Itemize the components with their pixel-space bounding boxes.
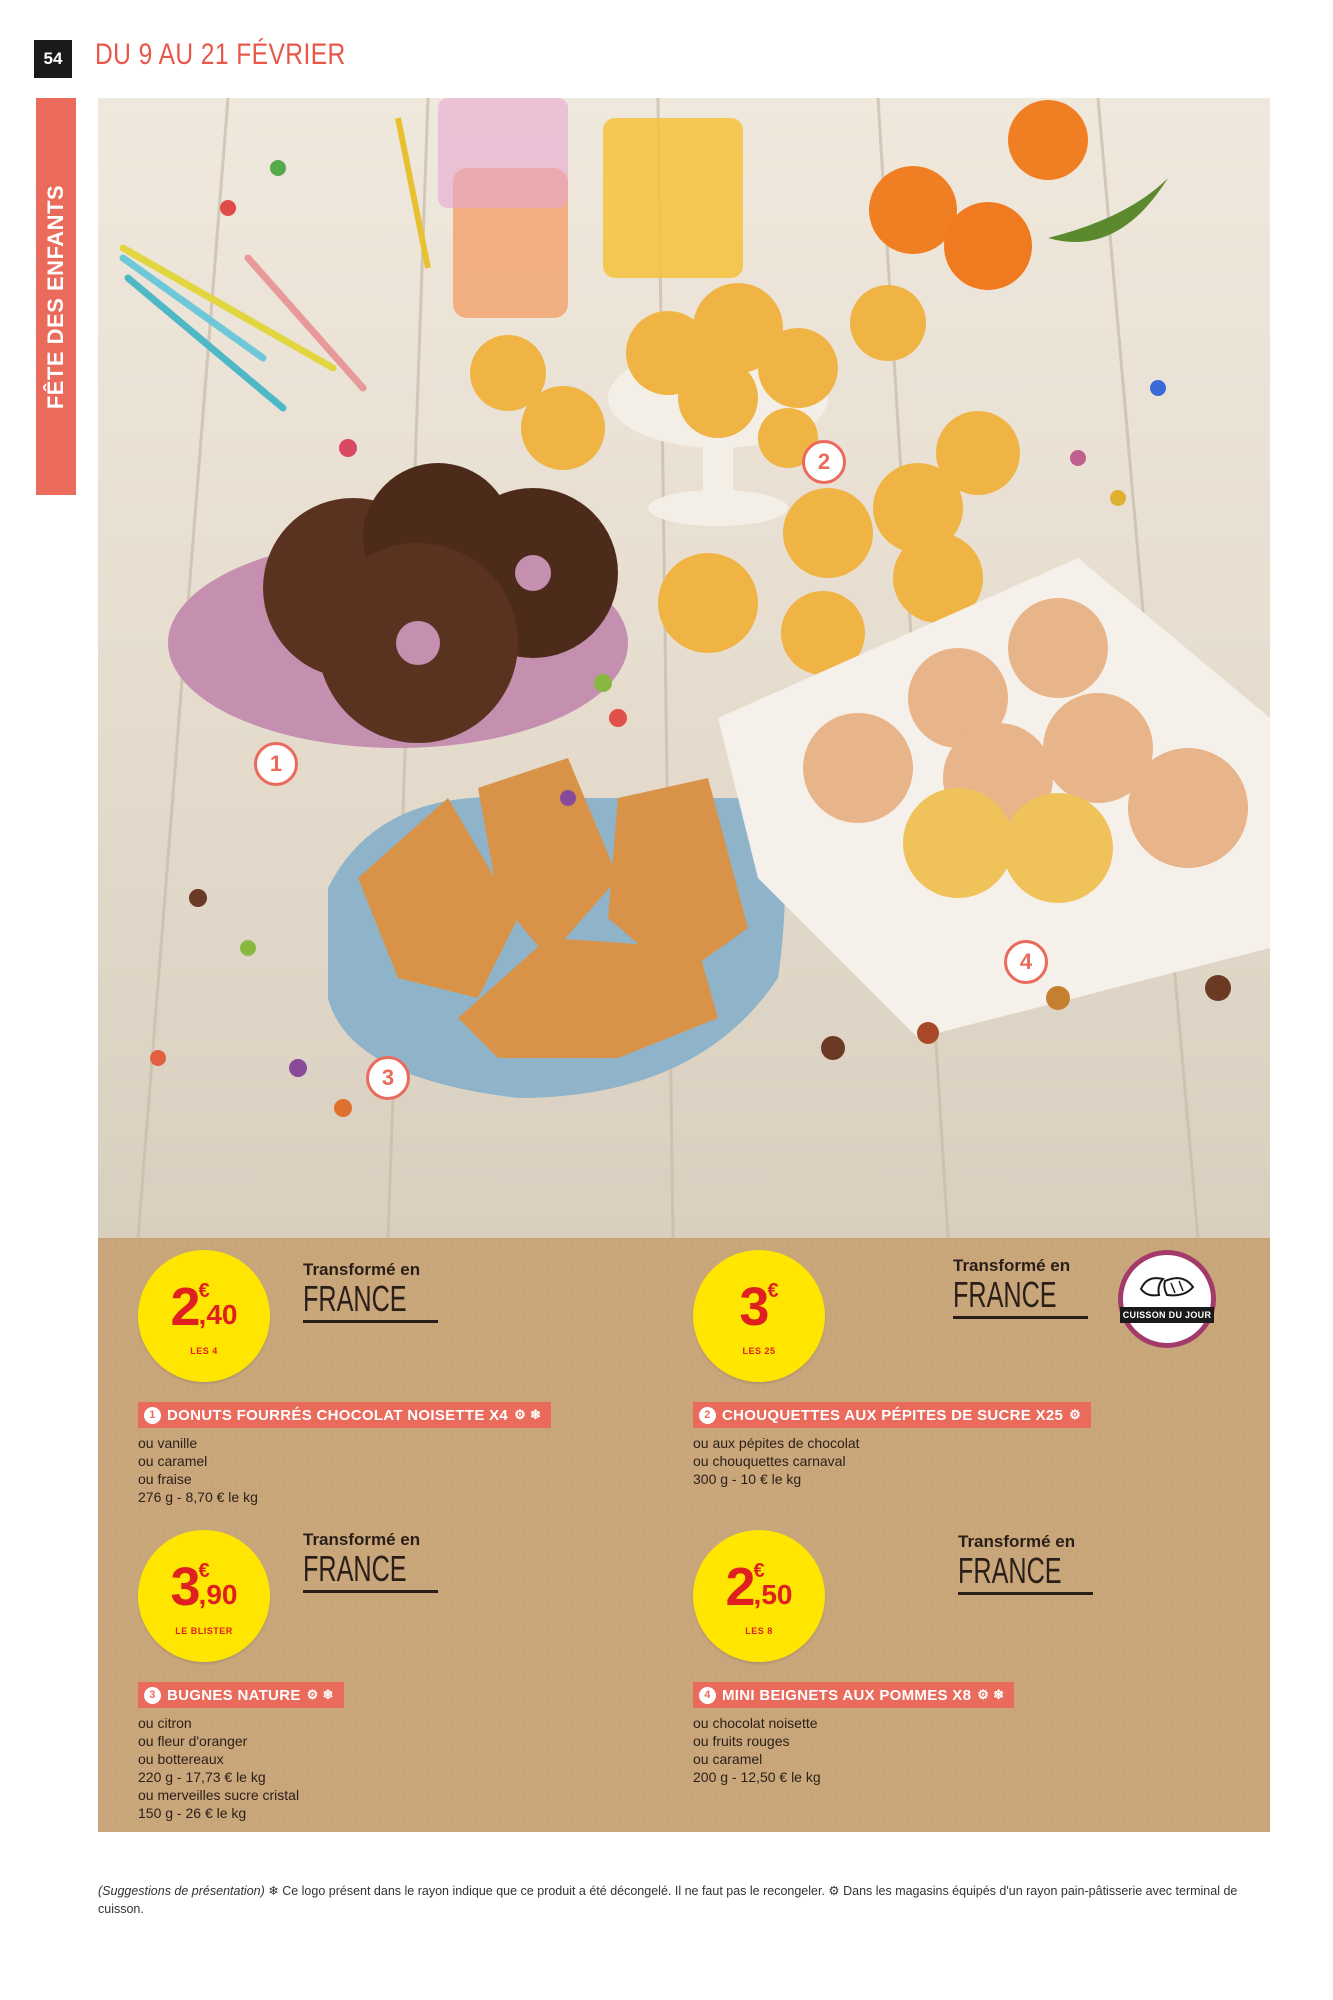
price-unit: LES 8 xyxy=(745,1626,773,1636)
origin-line2: FRANCE xyxy=(953,1274,1057,1315)
variant-line: 200 g - 12,50 € le kg xyxy=(693,1769,821,1785)
price-currency: € xyxy=(198,1280,210,1302)
price-circle xyxy=(693,1530,825,1662)
variant-line: ou caramel xyxy=(693,1751,763,1767)
price-circle xyxy=(138,1250,270,1382)
price-integer: 2 xyxy=(725,1557,754,1617)
product-number: 1 xyxy=(144,1407,161,1424)
variant-line: ou vanille xyxy=(138,1435,198,1451)
photo-illustration xyxy=(98,98,1270,1238)
product-name: CHOUQUETTES AUX PÉPITES DE SUCRE X25 xyxy=(722,1406,1064,1424)
product-number: 4 xyxy=(699,1687,716,1704)
side-tab-label: FÊTE DES ENFANTS xyxy=(43,184,68,409)
variant-line: ou chouquettes carnaval xyxy=(693,1453,846,1469)
origin-label xyxy=(303,1530,438,1593)
product-name-bar xyxy=(693,1682,1014,1708)
variant-line: 276 g - 8,70 € le kg xyxy=(138,1489,258,1505)
variant-line: 220 g - 17,73 € le kg xyxy=(138,1769,266,1785)
product-bugnes xyxy=(98,1518,658,1821)
footnote xyxy=(98,1882,1270,1918)
date-range: DU 9 AU 21 FÉVRIER xyxy=(95,38,346,71)
variant-line: ou aux pépites de chocolat xyxy=(693,1435,860,1451)
cuisson-du-jour-badge xyxy=(1118,1250,1216,1348)
origin-rule xyxy=(303,1320,438,1323)
price-currency: € xyxy=(198,1560,210,1582)
origin-line1: Transformé en xyxy=(303,1260,421,1279)
origin-rule xyxy=(303,1590,438,1593)
footnote-text: ❄ Ce logo présent dans le rayon indique que ce produit a été décongelé. Il ne faut pas le recongeler. ⚙ Dans les magasins équipés d'un rayon pain-pâtisserie avec terminal de cuisson. xyxy=(98,1884,1238,1916)
variant-line: ou citron xyxy=(138,1715,192,1731)
price-cents: ,50 xyxy=(753,1579,793,1610)
variant-line: 300 g - 10 € le kg xyxy=(693,1471,802,1487)
price-unit: LE BLISTER xyxy=(175,1626,233,1636)
product-variants xyxy=(138,1714,299,1822)
variant-line: ou fraise xyxy=(138,1471,192,1487)
origin-line1: Transformé en xyxy=(958,1532,1076,1551)
product-name: BUGNES NATURE xyxy=(167,1686,301,1704)
variant-line: ou merveilles sucre cristal xyxy=(138,1787,300,1803)
origin-rule xyxy=(953,1316,1088,1319)
price-integer: 3 xyxy=(170,1557,199,1617)
price-integer: 2 xyxy=(170,1277,199,1337)
product-variants xyxy=(138,1434,258,1506)
callout-2: 2 xyxy=(802,440,846,484)
price-circle xyxy=(693,1250,825,1382)
variant-line: ou bottereaux xyxy=(138,1751,224,1767)
origin-label xyxy=(953,1256,1088,1319)
origin-line1: Transformé en xyxy=(303,1530,421,1549)
price-currency: € xyxy=(767,1280,779,1302)
product-symbols: ⚙ ❄ xyxy=(977,1687,1005,1702)
origin-line2: FRANCE xyxy=(303,1548,407,1589)
product-name-bar xyxy=(138,1402,551,1428)
origin-rule xyxy=(958,1592,1093,1595)
side-tab xyxy=(36,98,76,495)
variant-line: ou fleur d'oranger xyxy=(138,1733,248,1749)
origin-line2: FRANCE xyxy=(303,1278,407,1319)
product-name-bar xyxy=(138,1682,344,1708)
bread-icon xyxy=(1137,1271,1197,1301)
product-name: DONUTS FOURRÉS CHOCOLAT NOISETTE X4 xyxy=(167,1406,509,1424)
price-currency: € xyxy=(753,1560,765,1582)
price-circle xyxy=(138,1530,270,1662)
product-number: 3 xyxy=(144,1687,161,1704)
variant-line: ou chocolat noisette xyxy=(693,1715,818,1731)
price-integer: 3 xyxy=(739,1277,768,1337)
callout-1: 1 xyxy=(254,742,298,786)
product-name-bar xyxy=(693,1402,1091,1428)
product-mini-beignets xyxy=(653,1518,1213,1798)
product-photo xyxy=(98,98,1270,1238)
product-symbols: ⚙ xyxy=(1069,1407,1082,1422)
badge-label: CUISSON DU JOUR xyxy=(1120,1307,1214,1323)
variant-line: ou fruits rouges xyxy=(693,1733,790,1749)
info-panel xyxy=(98,1238,1270,1832)
product-variants xyxy=(693,1434,860,1488)
page-number: 54 xyxy=(34,40,72,78)
variant-line: 150 g - 26 € le kg xyxy=(138,1805,247,1821)
callout-4: 4 xyxy=(1004,940,1048,984)
footnote-italic: (Suggestions de présentation) xyxy=(98,1884,265,1898)
origin-line1: Transformé en xyxy=(953,1256,1071,1275)
product-name: MINI BEIGNETS AUX POMMES X8 xyxy=(722,1686,972,1704)
product-donuts xyxy=(98,1238,658,1518)
product-symbols: ⚙ ❄ xyxy=(514,1407,542,1422)
price-cents: ,90 xyxy=(198,1579,238,1610)
price-cents: ,40 xyxy=(198,1299,238,1330)
price-unit: LES 25 xyxy=(742,1346,776,1356)
price-unit: LES 4 xyxy=(190,1346,218,1356)
origin-line2: FRANCE xyxy=(958,1550,1062,1591)
product-symbols: ⚙ ❄ xyxy=(306,1687,334,1702)
product-number: 2 xyxy=(699,1407,716,1424)
origin-label xyxy=(958,1532,1093,1595)
origin-label xyxy=(303,1260,438,1323)
product-variants xyxy=(693,1714,821,1786)
callout-3: 3 xyxy=(366,1056,410,1100)
variant-line: ou caramel xyxy=(138,1453,208,1469)
